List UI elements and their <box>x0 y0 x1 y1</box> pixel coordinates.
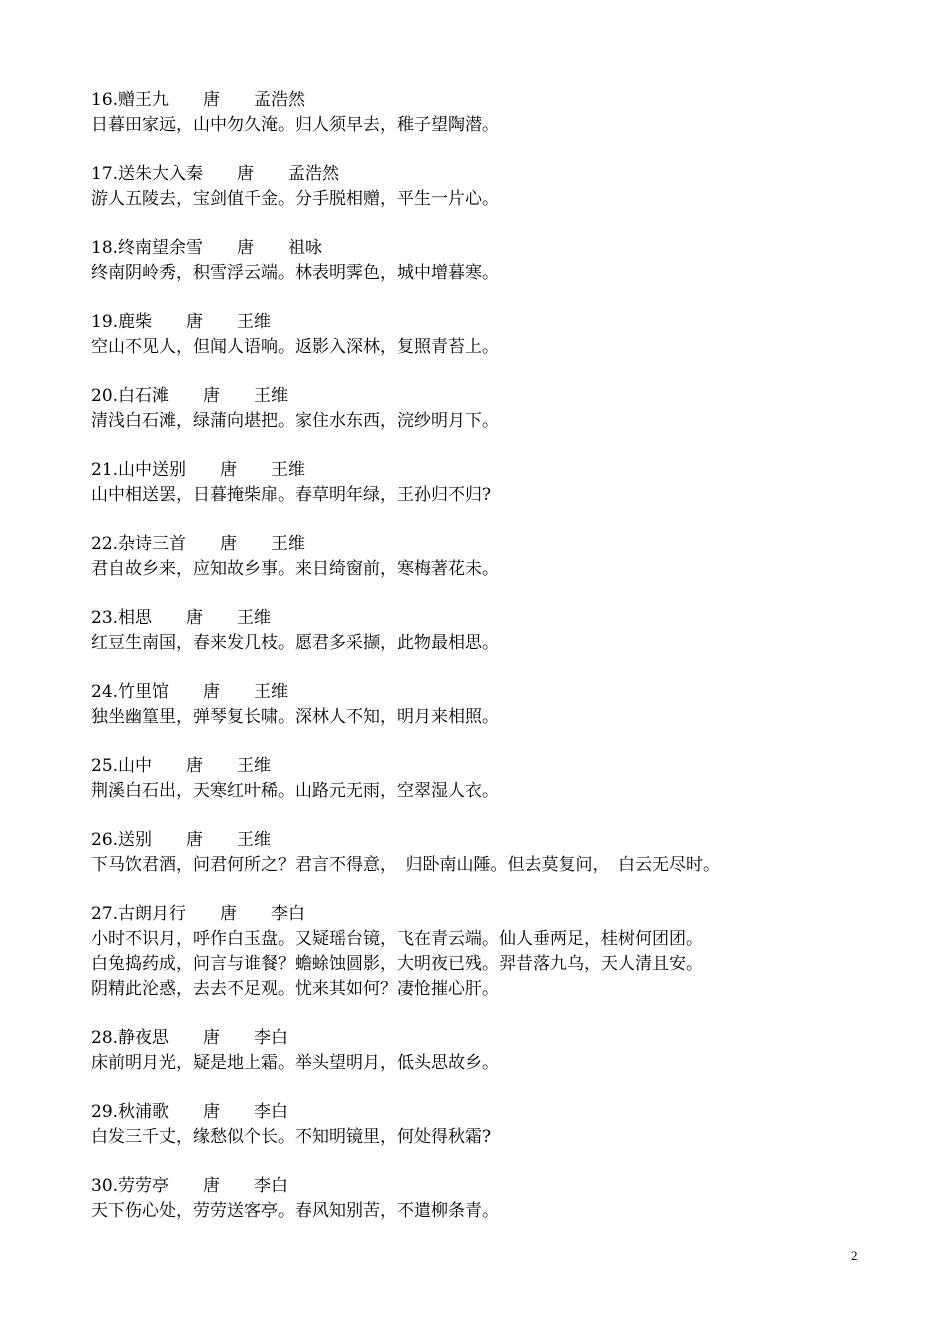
poem-block <box>91 310 871 360</box>
poem-line: 终南阴岭秀，积雪浮云端。林表明霁色，城中增暮寒。 <box>91 263 499 283</box>
poem-line: 床前明月光，疑是地上霜。举头望明月，低头思故乡。 <box>91 1053 499 1073</box>
poem-block <box>91 384 871 434</box>
poem-line: 白兔捣药成，问言与谁餐？蟾蜍蚀圆影，大明夜已残。羿昔落九乌，天人清且安。 <box>91 954 703 974</box>
poem-line: 空山不见人，但闻人语响。返影入深林，复照青苔上。 <box>91 337 499 357</box>
poem-block <box>91 236 871 286</box>
poem-title: 18.终南望余雪 唐 祖咏 <box>91 238 323 258</box>
document-page <box>91 88 871 1248</box>
poem-block <box>91 162 871 212</box>
poem-block <box>91 902 871 1002</box>
poem-title: 30.劳劳亭 唐 李白 <box>91 1176 289 1196</box>
poem-line: 游人五陵去，宝剑值千金。分手脱相赠，平生一片心。 <box>91 189 499 209</box>
poem-title: 22.杂诗三首 唐 王维 <box>91 534 306 554</box>
poem-block <box>91 458 871 508</box>
poem-line: 君自故乡来，应知故乡事。来日绮窗前，寒梅著花未。 <box>91 559 499 579</box>
poem-title: 23.相思 唐 王维 <box>91 608 272 628</box>
poem-title: 27.古朗月行 唐 李白 <box>91 904 306 924</box>
poem-line: 日暮田家远，山中勿久淹。归人须早去，稚子望陶潜。 <box>91 115 499 135</box>
poem-line: 天下伤心处，劳劳送客亭。春风知别苦，不遣柳条青。 <box>91 1201 499 1221</box>
poem-title: 16.赠王九 唐 孟浩然 <box>91 90 306 110</box>
poem-block <box>91 88 871 138</box>
poem-line: 下马饮君酒，问君何所之？君言不得意， 归卧南山陲。但去莫复问， 白云无尽时。 <box>91 855 720 875</box>
poem-title: 24.竹里馆 唐 王维 <box>91 682 289 702</box>
poem-title: 19.鹿柴 唐 王维 <box>91 312 272 332</box>
poem-block <box>91 532 871 582</box>
poem-line: 清浅白石滩，绿蒲向堪把。家住水东西，浣纱明月下。 <box>91 411 499 431</box>
poem-block <box>91 1174 871 1224</box>
poem-line: 小时不识月，呼作白玉盘。又疑瑶台镜，飞在青云端。仙人垂两足，桂树何团团。 <box>91 929 703 949</box>
poem-block <box>91 1026 871 1076</box>
poem-line: 独坐幽篁里，弹琴复长啸。深林人不知，明月来相照。 <box>91 707 499 727</box>
poem-line: 阴精此沦惑，去去不足观。忧来其如何？凄怆摧心肝。 <box>91 979 499 999</box>
poem-title: 20.白石滩 唐 王维 <box>91 386 289 406</box>
poem-block <box>91 680 871 730</box>
poem-title: 28.静夜思 唐 李白 <box>91 1028 289 1048</box>
poem-line: 山中相送罢，日暮掩柴扉。春草明年绿，王孙归不归? <box>91 485 492 505</box>
poem-title: 17.送朱大入秦 唐 孟浩然 <box>91 164 340 184</box>
poem-line: 荆溪白石出，天寒红叶稀。山路元无雨，空翠湿人衣。 <box>91 781 499 801</box>
poem-block <box>91 606 871 656</box>
poem-title: 26.送别 唐 王维 <box>91 830 272 850</box>
poem-line: 白发三千丈，缘愁似个长。不知明镜里，何处得秋霜? <box>91 1127 492 1147</box>
page-number: 2 <box>851 1248 858 1263</box>
poem-block <box>91 828 871 878</box>
poem-title: 25.山中 唐 王维 <box>91 756 272 776</box>
poem-block <box>91 1100 871 1150</box>
poem-title: 21.山中送别 唐 王维 <box>91 460 306 480</box>
poem-line: 红豆生南国，春来发几枝。愿君多采撷，此物最相思。 <box>91 633 499 653</box>
poem-title: 29.秋浦歌 唐 李白 <box>91 1102 289 1122</box>
poem-block <box>91 754 871 804</box>
